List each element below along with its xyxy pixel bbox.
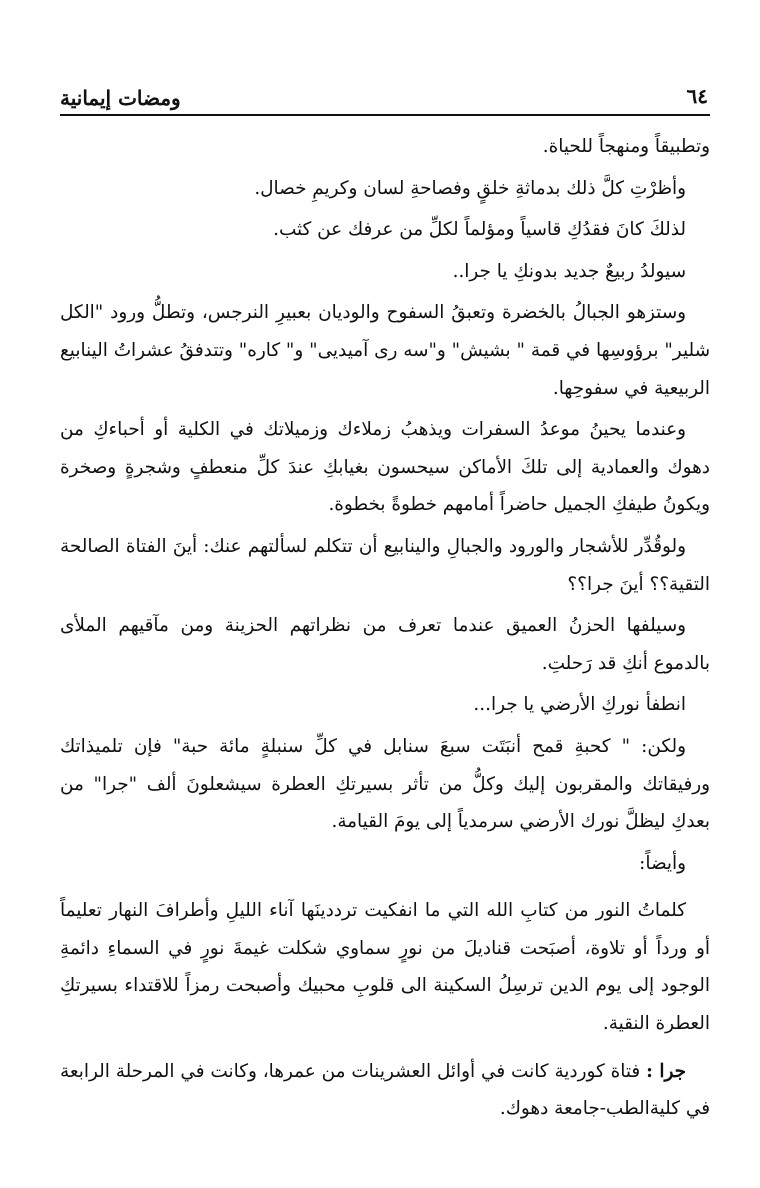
paragraph: وستزهو الجبالُ بالخضرة وتعبقُ السفوح والوديان بعبيرِ النرجس، وتطلُّ ورود "الكل شلير" برؤوسِها في قمة " بشيش" و"سه رى آميديى" و" كاره" وتتدفقُ عشراتُ الينابيع الربيعية في سفوحِها. [60,302,710,399]
book-page [60,80,710,1140]
footnote-label: جرا : [646,1060,687,1082]
running-title: ومضات إيمانية [60,86,181,110]
footnote [60,1053,710,1128]
paragraph: وأيضاً: [639,852,686,874]
paragraph: ولكن: " كحبةِ قمح أنبَتَت سبعَ سنابل في كلِّ سنبلةٍ مائة حبة" فإن تلميذاتك ورفيقاتك والمقربون إليك وكلُّ من تأثر بسيرتكِ العطرة سيشعلونَ ألف "جرا" من بعدكِ ليظلَّ نورك الأرضي سرمدياً إلى يومَ القيامة. [60,735,710,833]
paragraph: وعندما يحينُ موعدُ السفرات ويذهبُ زملاءك وزميلاتك في الكلية أو أحباءكِ من دهوك والعمادية إلى تلكَ الأماكن سيحسون بغيابكِ عندَ كلِّ منعطفٍ وشجرةٍ وصخرة ويكونُ طيفكِ الجميل حاضراً أمامهم خطوةً بخطوة. [60,419,710,516]
body-text [60,128,710,1128]
paragraph: وتطبيقاً ومنهجاً للحياة. [542,136,710,157]
paragraph: لذلكَ كانَ فقدُكِ قاسياً ومؤلماً لكلِّ من عرفك عن كثب. [273,219,686,241]
paragraph: ولوقُدِّر للأشجار والورود والجبالِ والينابيع أن تتكلم لسألتهم عنك: أينَ الفتاة الصالحة التقية؟؟ أينَ جرا؟؟ [60,535,710,595]
footnote-text: فتاة كوردية كانت في أوائل العشرينات من عمرها، وكانت في المرحلة الرابعة في كليةالطب-جامعة دهوك. [60,1060,710,1120]
paragraph: وسيلفها الحزنُ العميق عندما تعرف من نظراتهم الحزينة ومن مآقيهم الملأى بالدموع أنكِ قد رَحلتِ. [60,615,710,674]
paragraph: وأظرْتِ كلَّ ذلك بدماثةِ خلقٍ وفصاحةِ لسان وكريمِ خصال. [254,177,686,199]
paragraph: انطفأ نوركِ الأرضي يا جرا... [473,694,686,716]
paragraph: سيولدُ ربيعٌ جديد بدونكِ يا جرا.. [452,260,686,282]
page-number: ٦٤ [686,84,708,108]
page-header [60,80,710,116]
paragraph: كلماتُ النور من كتابِ الله التي ما انفكيت ترددينَها آناء الليلِ وأطرافَ النهار تعليماً أو ورداً أو تلاوة، أصبَحت قناديلَ من نورٍ سماوي شكلت غيمةَ نورٍ في السماءِ دائمةِ الوجود إلى يوم الدين ترسِلُ السكينة الى قلوبِ محبيك وأصبحت رمزاً للاقتداء بسيرتكِ العطرة النقية. [60,900,710,1035]
